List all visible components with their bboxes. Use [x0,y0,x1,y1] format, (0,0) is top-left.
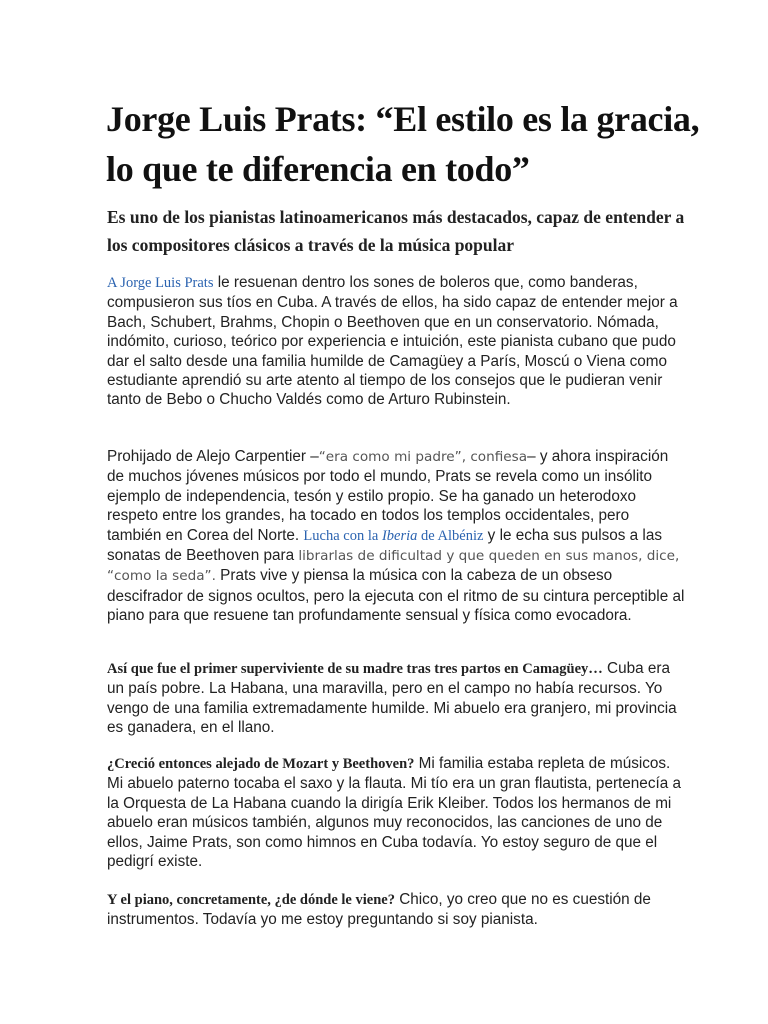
p2-text-2: – y ahora inspiración de muchos jóvenes músicos por todo el mundo, Prats se revela como un insólito ejemplo de independencia, tesón y estilo propio. Se ha ganado un heterodoxo respeto entre los grandes, ha tocado en todos los templos occidentales, pero también en Corea del Norte. [107,448,669,544]
interview-question-1: Así que fue el primer superviviente de su madre tras tres partos en Camagüey… [107,661,603,677]
paragraph-intro-text: le resuenan dentro los sones de boleros que, como banderas, compusieron sus tíos en Cuba. A través de ellos, ha sido capaz de entender mejor a Bach, Schubert, Brahms, Chopin o Beethoven que en un conservatorio. Nómada, indómito, curioso, teórico por experiencia e intuición, este pianista cubano que pudo dar el salto desde una familia humilde de Camagüey a París, Moscú o Viena como estudiante aprendió su arte atento al tiempo de los consejos que le pudieran venir tanto de Bebo o Chucho Valdés como de Arturo Rubinstein. [107,274,678,409]
interview-answer-3: Chico, yo creo que no es cuestión de instrumentos. Todavía yo me estoy preguntando si soy pianista. [107,891,651,929]
p2-text-1: Prohijado de Alejo Carpentier – [107,448,319,465]
article-title: Jorge Luis Prats: “El estilo es la gracia, lo que te diferencia en todo” [106,99,700,189]
link-iberia-albeniz[interactable] [303,528,483,544]
interview-qa-2 [107,754,687,871]
interview-question-2: ¿Creció entonces alejado de Mozart y Beethoven? [107,756,415,772]
p2-quote-1: “era como mi padre”, confiesa [318,449,528,465]
interview-answer-1: Cuba era un país pobre. La Habana, una maravilla, pero en el campo no había recursos. Yo vengo de una familia extremadamente humilde. Mi abuelo era granjero, mi provincia es ganadera, en el llano. [107,660,677,737]
paragraph-carpentier [107,447,687,626]
p2-text-3: y le echa sus pulsos a las sonatas de Beethoven para [107,526,662,565]
p2-quote-2: librarlas de dificultad y que queden en sus manos, dice, “como la seda”. [107,548,680,585]
interview-qa-3 [107,890,687,930]
link-iberia-part-1: Lucha con la [303,527,382,544]
link-jorge-luis-prats[interactable]: A Jorge Luis Prats [107,275,214,291]
paragraph-intro [107,273,687,410]
interview-question-3: Y el piano, concretamente, ¿de dónde le viene? [107,892,395,908]
link-iberia-italic: Iberia [381,527,418,544]
p2-text-4: Prats vive y piensa la música con la cabeza de un obseso descifrador de signos ocultos, pero la ejecuta con el ritmo de su cintura perceptible al piano para que resuene tan profundamente sensual y física como evocadora. [107,567,685,625]
article-subtitle: Es uno de los pianistas latinoamericanos más destacados, capaz de entender a los compositores clásicos a través de la música popular [107,207,685,255]
link-iberia-part-2: de Albéniz [417,527,484,544]
interview-qa-1 [107,659,687,738]
interview-answer-2: Mi familia estaba repleta de músicos. Mi abuelo paterno tocaba el saxo y la flauta. Mi tío era un gran flautista, pertenecía a la Orquesta de La Habana cuando la dirigía Erik Kleiber. Todos los hermanos de mi abuelo eran músicos también, algunos muy reconocidos, las canciones de uno de ellos, Jaime Prats, son como himnos en Cuba todavía. Yo estoy seguro de que el pedigrí existe. [107,755,681,871]
